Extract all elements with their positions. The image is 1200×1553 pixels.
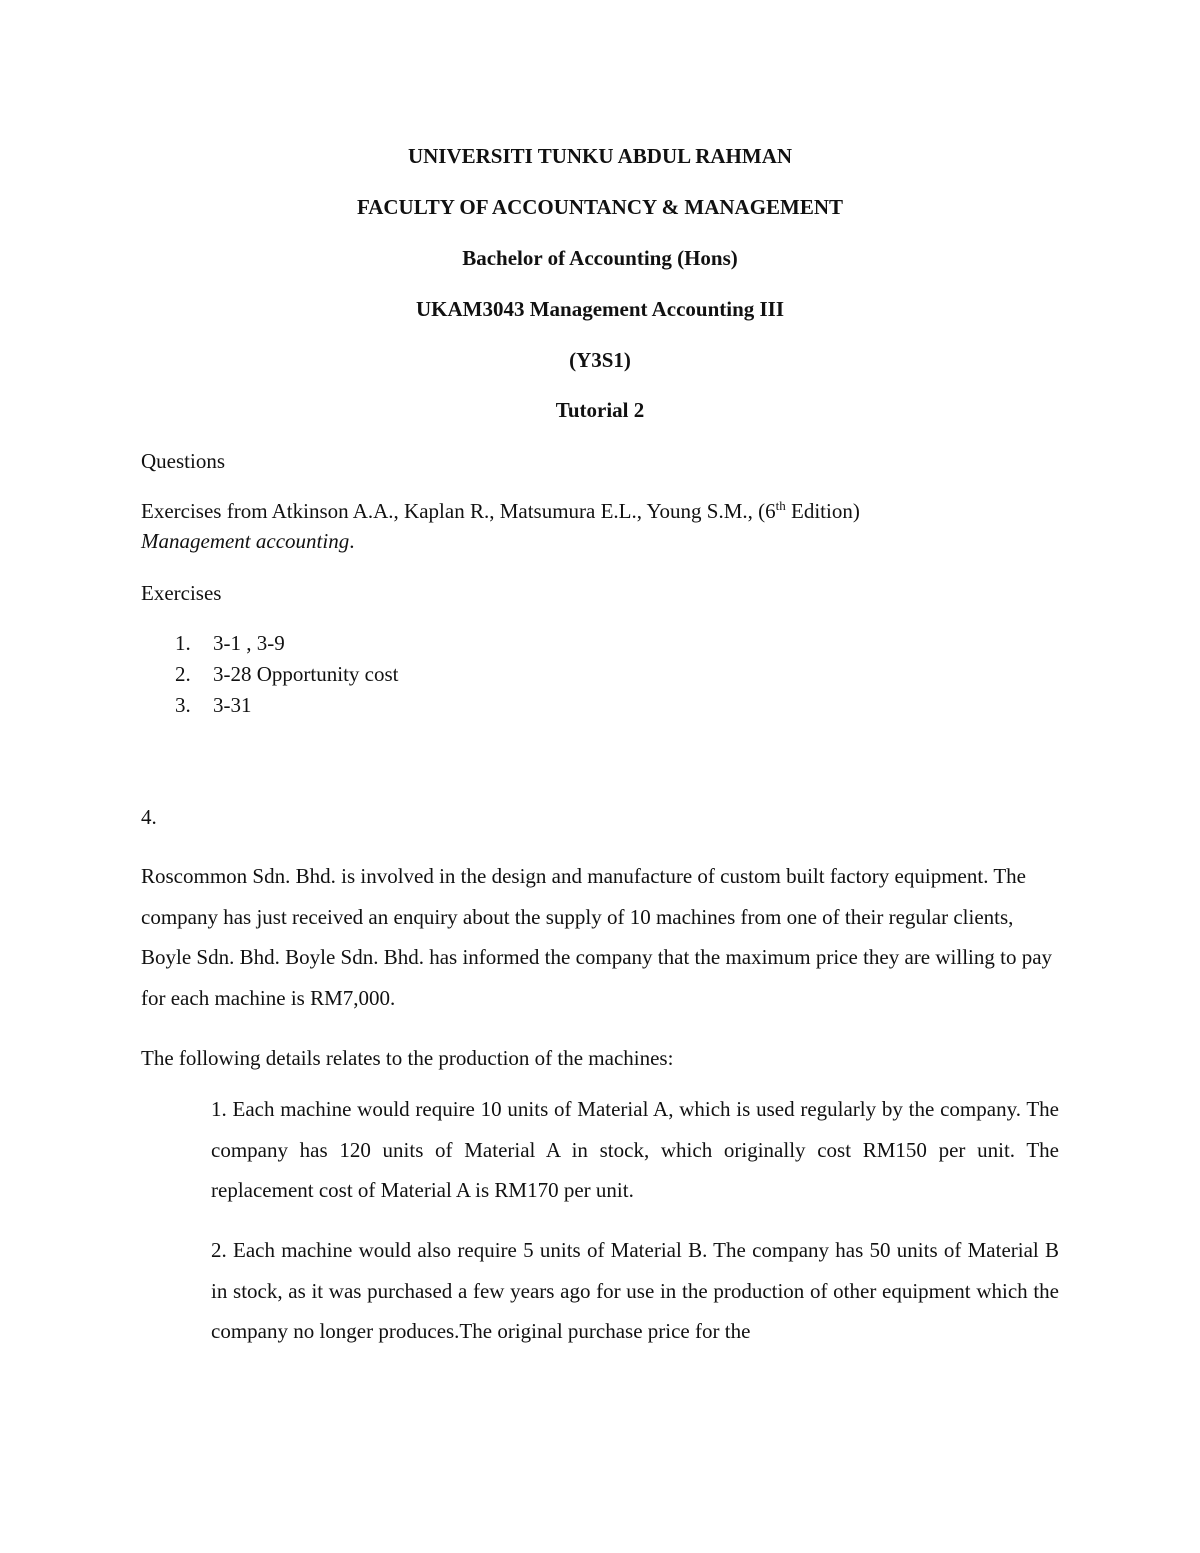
reference-book-title: Management accounting [141, 529, 350, 553]
list-item-number: 1. [175, 631, 191, 655]
faculty-name: FACULTY OF ACCOUNTANCY & MANAGEMENT [356, 195, 844, 219]
list-item [141, 690, 398, 721]
list-item-number: 3. [175, 693, 191, 717]
university-name: UNIVERSITI TUNKU ABDUL RAHMAN [407, 144, 793, 168]
question-4-number: 4. [141, 805, 157, 829]
reference-authors: Exercises from Atkinson A.A., Kaplan R., Matsumura E.L., Young S.M., (6 [141, 499, 776, 523]
course-title: UKAM3043 Management Accounting III [415, 297, 785, 321]
list-item [141, 659, 398, 690]
list-item-text: 3-1 , 3-9 [213, 631, 285, 655]
reference-end: . [349, 529, 355, 553]
list-item-number: 2. [175, 662, 191, 686]
tutorial-title: Tutorial 2 [555, 398, 645, 422]
programme-name: Bachelor of Accounting (Hons) [462, 246, 738, 270]
year-semester: (Y3S1) [569, 348, 631, 372]
detail-item-1: 1. Each machine would require 10 units of Material A, which is used regularly by the company. The company has 120 units of Material A in stock, which originally cost RM150 per unit. The replacement cost of Material A is RM170 per unit. [211, 1097, 1059, 1202]
list-item-text: 3-28 Opportunity cost [213, 662, 399, 686]
list-item [141, 628, 398, 659]
edition-superscript: th [775, 498, 786, 513]
detail-item-2: 2. Each machine would also require 5 units of Material B. The company has 50 units of Material B in stock, as it was purchased a few years ago for use in the production of other equipment which the company no longer produces.The original purchase price for the [211, 1238, 1059, 1343]
exercises-label: Exercises [141, 581, 222, 605]
details-intro: The following details relates to the production of the machines: [141, 1046, 674, 1070]
questions-label: Questions [141, 449, 225, 473]
list-item-text: 3-31 [213, 693, 252, 717]
question-4-intro: Roscommon Sdn. Bhd. is involved in the design and manufacture of custom built factory equipment. The company has just received an enquiry about the supply of 10 machines from one of their regular clients, Boyle Sdn. Bhd. Boyle Sdn. Bhd. has informed the company that the maximum price they are willing to pay for each machine is RM7,000. [141, 864, 1053, 1010]
reference-citation [141, 496, 1041, 556]
reference-edition: Edition) [785, 499, 860, 523]
exercise-list [141, 628, 398, 721]
